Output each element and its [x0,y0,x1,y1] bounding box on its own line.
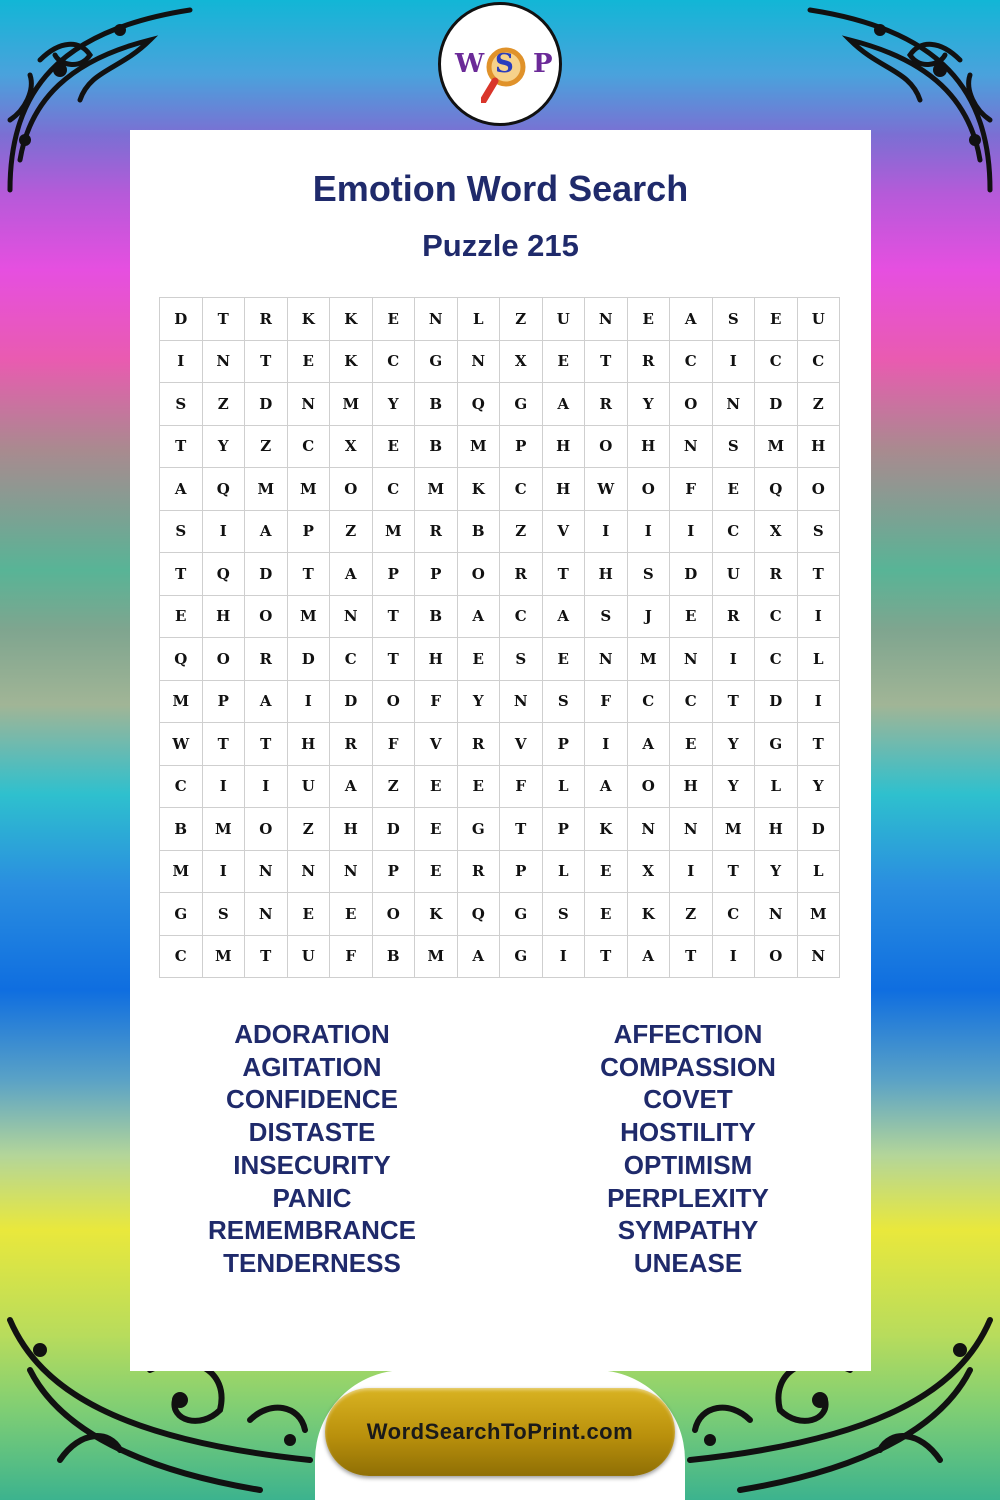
grid-cell[interactable]: D [798,808,841,851]
grid-cell[interactable]: H [543,468,586,511]
grid-cell[interactable]: F [373,723,416,766]
grid-cell[interactable]: F [585,681,628,724]
grid-cell[interactable]: N [628,808,671,851]
grid-cell[interactable]: S [160,383,203,426]
grid-cell[interactable]: N [755,893,798,936]
grid-cell[interactable]: Z [373,766,416,809]
grid-cell[interactable]: N [245,893,288,936]
grid-cell[interactable]: E [585,893,628,936]
grid-cell[interactable]: E [755,298,798,341]
grid-cell[interactable]: U [543,298,586,341]
grid-cell[interactable]: C [500,468,543,511]
grid-cell[interactable]: Z [245,426,288,469]
grid-cell[interactable]: Q [458,893,501,936]
grid-cell[interactable]: G [755,723,798,766]
grid-cell[interactable]: A [670,298,713,341]
word-list-item: HOSTILITY [620,1117,756,1148]
grid-cell[interactable]: X [628,851,671,894]
grid-cell[interactable]: B [415,596,458,639]
grid-cell[interactable]: E [373,298,416,341]
grid-cell[interactable]: N [330,596,373,639]
grid-cell[interactable]: E [585,851,628,894]
word-list-item: AFFECTION [613,1019,763,1049]
grid-cell[interactable]: A [330,766,373,809]
grid-cell[interactable]: L [458,298,501,341]
grid-cell[interactable]: T [373,638,416,681]
grid-cell[interactable]: K [628,893,671,936]
grid-cell[interactable]: R [585,383,628,426]
grid-cell[interactable]: O [628,766,671,809]
grid-cell[interactable]: P [543,808,586,851]
grid-cell[interactable]: O [245,808,288,851]
word-list-item: UNEASE [633,1247,743,1278]
grid-cell[interactable]: Y [373,383,416,426]
grid-cell[interactable]: D [245,553,288,596]
grid-cell[interactable]: C [755,341,798,384]
grid-cell[interactable]: B [373,936,416,979]
word-list-item: COMPASSION [600,1051,776,1082]
grid-cell[interactable]: A [585,766,628,809]
grid-cell[interactable]: S [585,596,628,639]
grid-cell[interactable]: C [373,468,416,511]
grid-cell[interactable]: A [458,936,501,979]
grid-cell[interactable]: S [543,893,586,936]
word-list-item: REMEMBRANCE [208,1215,416,1246]
grid-cell[interactable]: P [373,553,416,596]
grid-cell[interactable]: W [160,723,203,766]
grid-cell[interactable]: C [330,638,373,681]
grid-cell[interactable]: Z [670,893,713,936]
grid-cell[interactable]: O [330,468,373,511]
grid-cell[interactable]: X [755,511,798,554]
grid-cell[interactable]: I [203,511,246,554]
grid-cell[interactable]: R [755,553,798,596]
grid-cell[interactable]: H [288,723,331,766]
grid-cell[interactable]: E [415,808,458,851]
grid-cell[interactable]: H [798,426,841,469]
grid-cell[interactable]: M [330,383,373,426]
grid-cell[interactable]: M [415,468,458,511]
grid-cell[interactable]: B [415,383,458,426]
grid-cell[interactable]: T [160,553,203,596]
grid-cell[interactable]: E [330,893,373,936]
grid-cell[interactable]: E [458,766,501,809]
grid-cell[interactable]: U [713,553,756,596]
grid-cell[interactable]: Q [203,553,246,596]
grid-cell[interactable]: N [798,936,841,979]
grid-cell[interactable]: E [288,341,331,384]
grid-cell[interactable]: O [585,426,628,469]
grid-cell[interactable]: B [160,808,203,851]
grid-cell[interactable]: Z [288,808,331,851]
grid-cell[interactable]: T [585,936,628,979]
grid-cell[interactable]: H [415,638,458,681]
grid-cell[interactable]: T [288,553,331,596]
grid-cell[interactable]: D [670,553,713,596]
grid-cell[interactable]: O [798,468,841,511]
grid-cell[interactable]: C [713,511,756,554]
grid-cell[interactable]: I [670,511,713,554]
grid-cell[interactable]: E [543,341,586,384]
grid-cell[interactable]: T [373,596,416,639]
logo-letter-p: P [533,49,553,79]
grid-cell[interactable]: E [288,893,331,936]
grid-cell[interactable]: T [798,723,841,766]
grid-cell[interactable]: E [670,596,713,639]
grid-cell[interactable]: O [203,638,246,681]
grid-cell[interactable]: M [373,511,416,554]
grid-cell[interactable]: I [203,766,246,809]
grid-cell[interactable]: A [330,553,373,596]
grid-cell[interactable]: N [458,341,501,384]
logo-letter-w: W [455,49,485,79]
grid-cell[interactable]: T [713,851,756,894]
word-list-item: PANIC [272,1182,352,1213]
grid-cell[interactable]: F [330,936,373,979]
grid-cell[interactable]: V [415,723,458,766]
grid-cell[interactable]: O [670,383,713,426]
grid-cell[interactable]: K [330,341,373,384]
letter-grid [159,297,840,978]
word-list-item: TENDERNESS [223,1247,401,1278]
grid-cell[interactable]: T [500,808,543,851]
grid-cell[interactable]: N [288,383,331,426]
grid-cell[interactable]: H [330,808,373,851]
grid-cell[interactable]: I [670,851,713,894]
grid-cell[interactable]: L [543,851,586,894]
site-logo[interactable] [438,2,562,126]
grid-cell[interactable]: C [160,766,203,809]
grid-cell[interactable]: Y [628,383,671,426]
grid-cell[interactable]: E [458,638,501,681]
grid-cell[interactable]: W [585,468,628,511]
grid-cell[interactable]: R [330,723,373,766]
word-list-right [538,1018,838,1280]
grid-cell[interactable]: S [713,426,756,469]
grid-cell[interactable]: D [245,383,288,426]
grid-cell[interactable]: T [245,341,288,384]
grid-cell[interactable]: I [713,341,756,384]
grid-cell[interactable]: E [670,723,713,766]
grid-cell[interactable]: I [585,511,628,554]
grid-cell[interactable]: O [373,681,416,724]
grid-cell[interactable]: M [203,808,246,851]
grid-cell[interactable]: O [755,936,798,979]
grid-cell[interactable]: S [713,298,756,341]
grid-cell[interactable]: P [500,426,543,469]
grid-cell[interactable]: N [585,638,628,681]
word-list-left [162,1018,462,1280]
grid-cell[interactable]: I [288,681,331,724]
logo-letter-s: S [495,49,514,79]
grid-cell[interactable]: Q [160,638,203,681]
grid-cell[interactable]: A [628,936,671,979]
grid-cell[interactable]: Q [203,468,246,511]
grid-cell[interactable]: I [713,936,756,979]
grid-cell[interactable]: N [713,383,756,426]
grid-cell[interactable]: T [798,553,841,596]
word-list-item: CONFIDENCE [226,1084,398,1115]
grid-cell[interactable]: Z [330,511,373,554]
grid-cell[interactable]: S [203,893,246,936]
grid-cell[interactable]: E [713,468,756,511]
grid-cell[interactable]: C [755,596,798,639]
grid-cell[interactable]: T [543,553,586,596]
puzzle-number: Puzzle 215 [422,228,579,263]
grid-cell[interactable]: I [628,511,671,554]
grid-cell[interactable]: S [543,681,586,724]
grid-cell[interactable]: I [585,723,628,766]
grid-cell[interactable]: P [203,681,246,724]
grid-cell[interactable]: P [288,511,331,554]
grid-cell[interactable]: M [288,468,331,511]
grid-cell[interactable]: N [500,681,543,724]
site-link-button[interactable]: WordSearchToPrint.com [325,1388,675,1476]
grid-cell[interactable]: T [203,723,246,766]
grid-cell[interactable]: M [160,851,203,894]
grid-cell[interactable]: B [415,426,458,469]
grid-cell[interactable]: T [670,936,713,979]
grid-cell[interactable]: C [160,936,203,979]
grid-cell[interactable]: I [245,766,288,809]
grid-cell[interactable]: S [628,553,671,596]
grid-cell[interactable]: H [543,426,586,469]
grid-cell[interactable]: N [585,298,628,341]
grid-cell[interactable]: N [245,851,288,894]
grid-cell[interactable]: Y [713,723,756,766]
grid-cell[interactable]: I [713,638,756,681]
grid-cell[interactable]: O [458,553,501,596]
grid-cell[interactable]: N [330,851,373,894]
grid-cell[interactable]: R [458,851,501,894]
grid-cell[interactable]: M [755,426,798,469]
grid-cell[interactable]: E [415,766,458,809]
grid-cell[interactable]: F [670,468,713,511]
grid-cell[interactable]: M [713,808,756,851]
grid-cell[interactable]: Z [203,383,246,426]
grid-cell[interactable]: S [798,511,841,554]
grid-cell[interactable]: H [585,553,628,596]
grid-cell[interactable]: H [203,596,246,639]
grid-cell[interactable]: Z [798,383,841,426]
grid-cell[interactable]: C [373,341,416,384]
grid-cell[interactable]: C [713,893,756,936]
grid-cell[interactable]: F [500,766,543,809]
grid-cell[interactable]: D [330,681,373,724]
word-list-item: OPTIMISM [623,1149,753,1180]
grid-cell[interactable]: G [500,936,543,979]
grid-cell[interactable]: O [245,596,288,639]
grid-cell[interactable]: T [245,936,288,979]
grid-cell[interactable]: T [245,723,288,766]
grid-cell[interactable]: A [628,723,671,766]
grid-cell[interactable]: M [798,893,841,936]
grid-cell[interactable]: I [798,596,841,639]
grid-cell[interactable]: J [628,596,671,639]
grid-cell[interactable]: G [500,383,543,426]
grid-cell[interactable]: G [458,808,501,851]
grid-cell[interactable]: C [670,681,713,724]
grid-cell[interactable]: E [160,596,203,639]
grid-cell[interactable]: L [755,766,798,809]
grid-cell[interactable]: C [288,426,331,469]
grid-cell[interactable]: E [415,851,458,894]
grid-cell[interactable]: E [543,638,586,681]
grid-cell[interactable]: A [245,511,288,554]
grid-cell[interactable]: R [458,723,501,766]
grid-cell[interactable]: Y [798,766,841,809]
grid-cell[interactable]: K [458,468,501,511]
grid-cell[interactable]: T [713,681,756,724]
grid-cell[interactable]: P [415,553,458,596]
grid-cell[interactable]: R [415,511,458,554]
grid-cell[interactable]: E [628,298,671,341]
grid-cell[interactable]: U [288,766,331,809]
grid-cell[interactable]: N [288,851,331,894]
grid-cell[interactable]: I [203,851,246,894]
grid-cell[interactable]: X [500,341,543,384]
grid-cell[interactable]: P [500,851,543,894]
word-list-item: COVET [643,1084,733,1115]
grid-cell[interactable]: R [245,638,288,681]
grid-cell[interactable]: Q [755,468,798,511]
word-list-item: ADORATION [234,1019,390,1049]
grid-cell[interactable]: G [500,893,543,936]
grid-cell[interactable]: Y [755,851,798,894]
grid-cell[interactable]: H [628,426,671,469]
grid-cell[interactable]: P [543,723,586,766]
grid-cell[interactable]: G [160,893,203,936]
grid-cell[interactable]: B [458,511,501,554]
grid-cell[interactable]: K [415,893,458,936]
grid-cell[interactable]: G [415,341,458,384]
grid-cell[interactable]: D [373,808,416,851]
grid-cell[interactable]: M [160,681,203,724]
grid-cell[interactable]: Y [713,766,756,809]
grid-cell[interactable]: C [500,596,543,639]
grid-cell[interactable]: D [755,383,798,426]
grid-cell[interactable]: D [160,298,203,341]
grid-cell[interactable]: C [628,681,671,724]
grid-cell[interactable]: R [500,553,543,596]
grid-cell[interactable]: X [330,426,373,469]
grid-cell[interactable]: A [458,596,501,639]
grid-cell[interactable]: C [670,341,713,384]
grid-cell[interactable]: D [755,681,798,724]
grid-cell[interactable]: Q [458,383,501,426]
grid-cell[interactable]: K [585,808,628,851]
grid-cell[interactable]: V [500,723,543,766]
grid-cell[interactable]: V [543,511,586,554]
grid-cell[interactable]: M [203,936,246,979]
word-list-item: DISTASTE [248,1117,376,1148]
grid-cell[interactable]: L [543,766,586,809]
grid-cell[interactable]: C [798,341,841,384]
word-list-item: PERPLEXITY [607,1182,769,1213]
grid-cell[interactable]: R [245,298,288,341]
grid-cell[interactable]: A [245,681,288,724]
grid-cell[interactable]: M [415,936,458,979]
grid-cell[interactable]: K [288,298,331,341]
grid-cell[interactable]: R [713,596,756,639]
grid-cell[interactable]: P [373,851,416,894]
grid-cell[interactable]: N [670,638,713,681]
puzzle-card [130,130,871,1371]
grid-cell[interactable]: H [670,766,713,809]
grid-cell[interactable]: M [245,468,288,511]
grid-cell[interactable]: T [160,426,203,469]
grid-cell[interactable]: U [288,936,331,979]
grid-cell[interactable]: N [415,298,458,341]
grid-cell[interactable]: M [288,596,331,639]
grid-cell[interactable]: A [543,596,586,639]
grid-cell[interactable]: Y [458,681,501,724]
word-list-item: SYMPATHY [617,1215,759,1246]
grid-cell[interactable]: T [585,341,628,384]
grid-cell[interactable]: I [160,341,203,384]
grid-cell[interactable]: L [798,638,841,681]
grid-cell[interactable]: N [670,808,713,851]
grid-cell[interactable]: S [500,638,543,681]
grid-cell[interactable]: N [670,426,713,469]
grid-cell[interactable]: F [415,681,458,724]
grid-cell[interactable]: N [203,341,246,384]
grid-cell[interactable]: T [203,298,246,341]
grid-cell[interactable]: U [798,298,841,341]
grid-cell[interactable]: E [373,426,416,469]
word-list-item: AGITATION [242,1051,382,1082]
page-title: Emotion Word Search [312,168,689,209]
grid-cell[interactable]: M [628,638,671,681]
grid-cell[interactable]: A [160,468,203,511]
grid-cell[interactable]: L [798,851,841,894]
grid-cell[interactable]: Z [500,511,543,554]
grid-cell[interactable]: O [628,468,671,511]
grid-cell[interactable]: R [628,341,671,384]
grid-cell[interactable]: A [543,383,586,426]
grid-cell[interactable]: I [543,936,586,979]
grid-cell[interactable]: S [160,511,203,554]
grid-cell[interactable]: O [373,893,416,936]
grid-cell[interactable]: Z [500,298,543,341]
grid-cell[interactable]: Y [203,426,246,469]
grid-cell[interactable]: K [330,298,373,341]
grid-cell[interactable]: M [458,426,501,469]
grid-cell[interactable]: C [755,638,798,681]
grid-cell[interactable]: H [755,808,798,851]
grid-cell[interactable]: I [798,681,841,724]
grid-cell[interactable]: D [288,638,331,681]
word-list-item: INSECURITY [233,1149,391,1180]
